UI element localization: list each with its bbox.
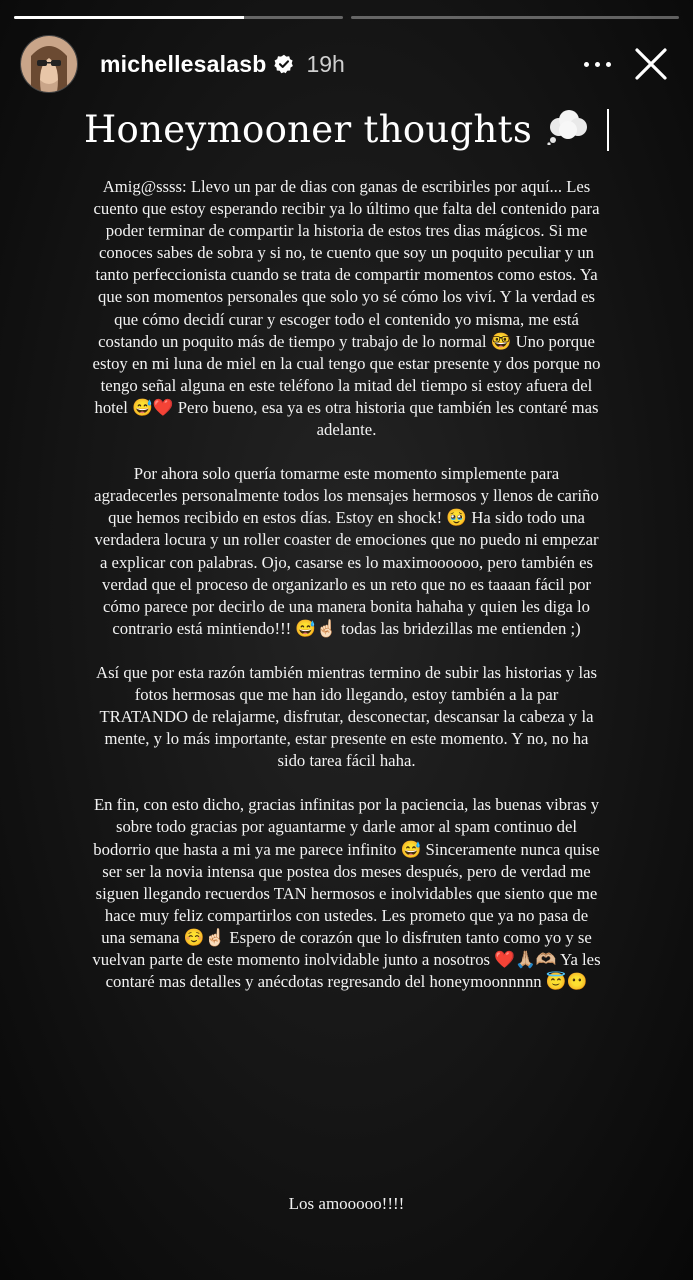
story-paragraph-4: En fin, con esto dicho, gracias infinitas por la paciencia, las buenas vibras y sobre todo gracias por aguantarme y darle amor al spam continuo del bodorrio que hasta a mi ya me parece infinito 😅 Sinceramente nunca quise ser ser la novia intensa que postea dos meses después, pero de verdad me siguen llegando recuerdos TAN hermosos e inolvidables que siento que me hace muy feliz compartirlos con ustedes. Les prometo que ya no pasa de una semana ☺️☝🏻 Espero de corazón que lo disfruten tanto como yo y se vuelvan parte de este momento inolvidable junto a nosotros ❤️🙏🏼🫶🏼 Ya les contaré mas detalles y anécdotas regresando del honeymoonnnnn 😇😶 bbox=[92, 795, 601, 992]
story-progress bbox=[14, 16, 679, 19]
story-progress-segment-2 bbox=[351, 16, 680, 19]
story-paragraph-3: Así que por esta razón también mientras termino de subir las historias y las fotos hermosas que me han ido llegando, estoy también a la par TRATANDO de relajarme, disfrutar, desconectar, descansar la cabeza y la mente, y lo más importante, estar presente en este momento. Y no, no ha sido tarea fácil haha. bbox=[96, 662, 597, 771]
signoff-text: Los amooooo!!!! bbox=[288, 1194, 405, 1213]
avatar[interactable] bbox=[20, 35, 78, 93]
story-title: Honeymooner thoughts bbox=[83, 108, 533, 151]
more-options-icon[interactable] bbox=[577, 44, 617, 84]
post-time: 19h bbox=[306, 50, 345, 77]
verified-badge-icon bbox=[274, 54, 294, 74]
close-icon[interactable] bbox=[629, 42, 673, 86]
story-title-row bbox=[0, 108, 693, 151]
username[interactable]: michellesalasb bbox=[100, 50, 267, 77]
text-cursor bbox=[607, 109, 609, 151]
story-text bbox=[92, 176, 601, 1015]
thought-cloud-icon bbox=[547, 109, 589, 150]
story-paragraph-1: Amig@ssss: Llevo un par de dias con ganas de escribirles por aquí... Les cuento que estoy esperando recibir ya lo último que falta del contenido para poder terminar de compartir la historia de estos tres dias mágicos. Si me conoces sabes de sobra y si no, te cuento que soy un poquito peculiar y un tanto perfeccionista cuando se trata de compartir momentos como estos. Ya que son momentos personales que solo yo sé cómo los viví. Y la verdad es que cómo decidí curar y escoger todo el contenido yo misma, me está costando un poquito más de tiempo y trabajo de lo normal 🤓 Uno porque estoy en mi luna de miel en la cual tengo que estar presente y dos porque no tengo señal alguna en este teléfono la mitad del tiempo si estoy afuera del hotel 😅❤️ Pero bueno, esa ya es otra historia que también les contaré mas adelante. bbox=[92, 177, 601, 440]
story-progress-segment-1 bbox=[14, 16, 343, 19]
story-paragraph-2: Por ahora solo quería tomarme este momento simplemente para agradecerles personalmente todos los mensajes hermosos y llenos de cariño que hemos recibido en estos días. Estoy en shock! 🥹 Ha sido todo una verdadera locura y un roller coaster de emociones que no puedo ni empezar a explicar con palabras. Ojo, casarse es lo maximoooooo, pero también es verdad que el proceso de organizarlo es un reto que no es taaaan fácil por cómo parece por decirlo de una manera bonita hahaha y quien les diga lo contrario está mintiendo!!! 😅☝🏻 todas las bridezillas me entienden ;) bbox=[94, 464, 599, 638]
story-header bbox=[20, 34, 673, 94]
